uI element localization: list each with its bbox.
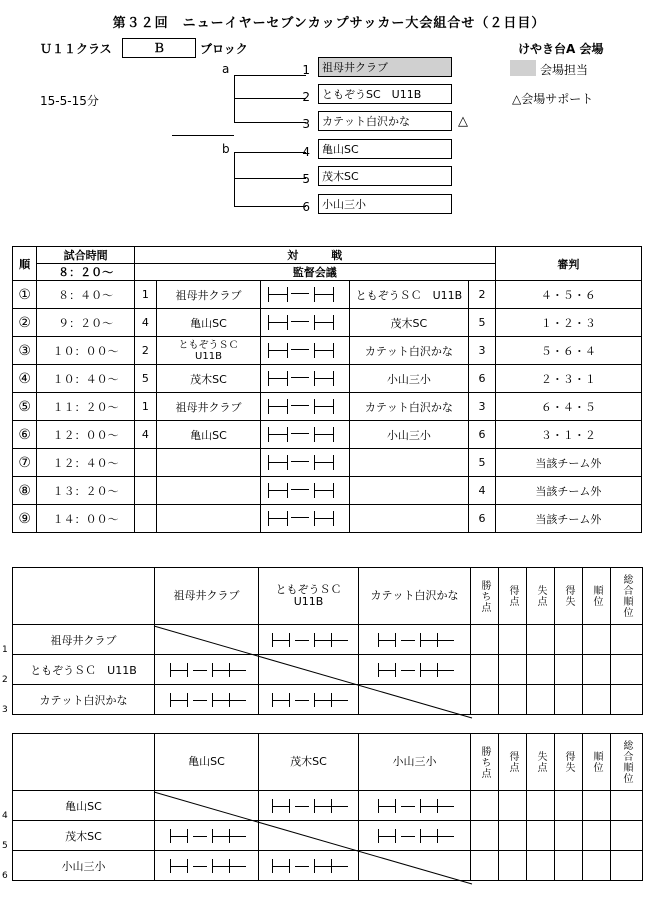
standings-header: 得失 <box>563 751 574 773</box>
team-box: ともぞうSC U11B <box>318 84 452 104</box>
result-cell <box>359 791 471 821</box>
league-row <box>13 685 643 715</box>
schedule-table <box>12 246 642 533</box>
schedule-row <box>13 449 642 477</box>
team-number: 3 <box>302 117 310 131</box>
league-corner <box>13 734 155 791</box>
away-team-number: 5 <box>469 449 496 477</box>
away-team: カテット白沢かな <box>349 337 469 365</box>
league-corner <box>13 568 155 625</box>
match-number: ③ <box>13 337 37 365</box>
league-header-row <box>13 734 643 791</box>
home-team: 茂木SC <box>156 365 260 393</box>
league-row-number: 5 <box>2 841 8 851</box>
referee: 当該チーム外 <box>495 477 641 505</box>
league-col-team: 亀山SC <box>155 734 259 791</box>
away-team-number: 6 <box>469 365 496 393</box>
league-col-team: ともぞうＳＣ U11B <box>259 568 359 625</box>
standings-cell <box>527 821 555 851</box>
away-team <box>349 449 469 477</box>
league-table-a <box>12 567 643 715</box>
match-number: ② <box>13 309 37 337</box>
result-cell <box>259 791 359 821</box>
league-row <box>13 851 643 881</box>
bracket-line <box>172 135 234 136</box>
standings-cell <box>471 851 499 881</box>
self-cell <box>259 821 359 851</box>
score-box <box>261 421 350 449</box>
match-number: ④ <box>13 365 37 393</box>
header-referee: 審判 <box>495 247 641 281</box>
support-mark: △ <box>458 114 468 129</box>
standings-header: 得失 <box>563 585 574 607</box>
match-time: １２：４０～ <box>37 449 134 477</box>
team-number: 5 <box>302 172 310 186</box>
schedule-row <box>13 337 642 365</box>
home-team-number <box>134 477 156 505</box>
away-team-number: 3 <box>469 337 496 365</box>
self-cell <box>259 655 359 685</box>
standings-cell <box>527 851 555 881</box>
result-cell <box>259 851 359 881</box>
league-col-team: 祖母井クラブ <box>155 568 259 625</box>
standings-cell <box>471 625 499 655</box>
match-format: 15-5-15分 <box>40 94 99 108</box>
referee: １・２・３ <box>495 309 641 337</box>
match-number: ⑨ <box>13 505 37 533</box>
host-legend-swatch <box>510 60 536 76</box>
home-team <box>156 505 260 533</box>
score-box <box>261 505 350 533</box>
away-team-number: 5 <box>469 309 496 337</box>
match-time: １２：００～ <box>37 421 134 449</box>
match-time: １１：２０～ <box>37 393 134 421</box>
score-box <box>261 393 350 421</box>
standings-cell <box>527 685 555 715</box>
home-team-number: 2 <box>134 337 156 365</box>
league-row-team: 祖母井クラブ <box>13 625 155 655</box>
standings-header: 総合順位 <box>621 740 632 784</box>
league-row-number: 3 <box>2 705 8 715</box>
referee: ６・４・５ <box>495 393 641 421</box>
page-title: 第３２回 ニューイヤーセブンカップサッカー大会組合せ（２日目） <box>112 16 546 31</box>
league-row-team: 小山三小 <box>13 851 155 881</box>
team-number: 6 <box>302 200 310 214</box>
away-team: ともぞうＳＣ U11B <box>349 281 469 309</box>
score-box <box>261 337 350 365</box>
home-team-number: 1 <box>134 393 156 421</box>
standings-header: 総合順位 <box>621 574 632 618</box>
standings-header: 失点 <box>535 585 546 607</box>
match-number: ① <box>13 281 37 309</box>
venue-label: けやき台A 会場 <box>518 42 604 56</box>
standings-cell <box>583 851 611 881</box>
standings-cell <box>471 821 499 851</box>
standings-cell <box>471 685 499 715</box>
referee: ４・５・６ <box>495 281 641 309</box>
match-number: ⑥ <box>13 421 37 449</box>
block-label: ブロック <box>200 42 248 56</box>
home-team-number: 4 <box>134 421 156 449</box>
team-number: 2 <box>302 90 310 104</box>
standings-cell <box>555 851 583 881</box>
home-team-number: 1 <box>134 281 156 309</box>
league-row-team: カテット白沢かな <box>13 685 155 715</box>
league-table-b <box>12 733 643 881</box>
result-cell <box>155 821 259 851</box>
away-team: 茂木SC <box>349 309 469 337</box>
home-team-number: 5 <box>134 365 156 393</box>
self-cell <box>155 625 259 655</box>
support-legend-label: △会場サポート <box>512 92 594 106</box>
group-b-label: b <box>222 142 230 156</box>
standings-cell <box>555 655 583 685</box>
standings-cell <box>583 655 611 685</box>
score-box <box>261 281 350 309</box>
home-team: ともぞうＳＣ U11B <box>156 337 260 365</box>
header-time: 試合時間 <box>37 247 134 264</box>
header-order: 順 <box>13 247 37 281</box>
standings-cell <box>499 791 527 821</box>
score-box <box>261 477 350 505</box>
away-team: 小山三小 <box>349 421 469 449</box>
league-row-number: 6 <box>2 871 8 881</box>
schedule-row <box>13 393 642 421</box>
group-a-label: a <box>222 62 230 76</box>
away-team-number: 6 <box>469 421 496 449</box>
standings-header: 勝ち点 <box>479 579 490 613</box>
standings-header: 得点 <box>507 751 518 773</box>
referee: ２・３・１ <box>495 365 641 393</box>
away-team-number: 6 <box>469 505 496 533</box>
result-cell <box>259 625 359 655</box>
match-number: ⑧ <box>13 477 37 505</box>
schedule-row <box>13 505 642 533</box>
standings-cell <box>611 655 643 685</box>
bracket-line <box>234 75 235 123</box>
header-match: 対 戦 <box>134 247 495 264</box>
league-col-team: カテット白沢かな <box>359 568 471 625</box>
standings-cell <box>583 791 611 821</box>
schedule-row <box>13 421 642 449</box>
standings-header: 順位 <box>591 751 602 773</box>
league-row-number: 1 <box>2 645 8 655</box>
score-box <box>261 309 350 337</box>
standings-cell <box>499 625 527 655</box>
league-col-team: 小山三小 <box>359 734 471 791</box>
block-letter: Ｂ <box>122 38 196 58</box>
score-box <box>261 449 350 477</box>
home-team <box>156 477 260 505</box>
match-time: １０：４０～ <box>37 365 134 393</box>
referee: 当該チーム外 <box>495 505 641 533</box>
league-row-number: 2 <box>2 675 8 685</box>
standings-header: 得点 <box>507 585 518 607</box>
standings-cell <box>527 791 555 821</box>
match-time: １０：００～ <box>37 337 134 365</box>
league-row <box>13 821 643 851</box>
home-team: 亀山SC <box>156 309 260 337</box>
self-cell <box>359 685 471 715</box>
standings-cell <box>611 851 643 881</box>
referee: ３・１・２ <box>495 421 641 449</box>
referee: 当該チーム外 <box>495 449 641 477</box>
result-cell <box>155 655 259 685</box>
result-cell <box>359 821 471 851</box>
home-team-number <box>134 449 156 477</box>
standings-cell <box>471 655 499 685</box>
standings-cell <box>527 625 555 655</box>
standings-cell <box>555 791 583 821</box>
schedule-row <box>13 477 642 505</box>
league-row-team: ともぞうＳＣ U11B <box>13 655 155 685</box>
home-team: 祖母井クラブ <box>156 393 260 421</box>
referee: ５・６・４ <box>495 337 641 365</box>
league-row <box>13 655 643 685</box>
match-number: ⑤ <box>13 393 37 421</box>
home-team <box>156 449 260 477</box>
away-team-number: 3 <box>469 393 496 421</box>
league-header-row <box>13 568 643 625</box>
away-team-number: 2 <box>469 281 496 309</box>
match-time: １３：２０～ <box>37 477 134 505</box>
league-row-team: 茂木SC <box>13 821 155 851</box>
meeting-time: ８：２０～ <box>37 264 134 281</box>
team-box: 祖母井クラブ <box>318 57 452 77</box>
away-team <box>349 505 469 533</box>
away-team: 小山三小 <box>349 365 469 393</box>
team-box: カテット白沢かな <box>318 111 452 131</box>
standings-cell <box>583 625 611 655</box>
bracket-line <box>234 152 235 206</box>
standings-cell <box>611 821 643 851</box>
home-team-number: 4 <box>134 309 156 337</box>
standings-cell <box>499 821 527 851</box>
team-box: 小山三小 <box>318 194 452 214</box>
standings-header: 失点 <box>535 751 546 773</box>
standings-cell <box>611 625 643 655</box>
league-row-team: 亀山SC <box>13 791 155 821</box>
header-meeting: 監督会議 <box>134 264 495 281</box>
away-team <box>349 477 469 505</box>
league-row-number: 4 <box>2 811 8 821</box>
standings-cell <box>583 821 611 851</box>
standings-cell <box>527 655 555 685</box>
class-label: Ｕ１１クラス <box>40 42 112 56</box>
self-cell <box>155 791 259 821</box>
standings-cell <box>471 791 499 821</box>
match-time: ８：４０～ <box>37 281 134 309</box>
standings-cell <box>583 685 611 715</box>
league-row <box>13 625 643 655</box>
league-row <box>13 791 643 821</box>
result-cell <box>155 685 259 715</box>
home-team: 祖母井クラブ <box>156 281 260 309</box>
standings-cell <box>555 625 583 655</box>
team-number: 4 <box>302 145 310 159</box>
schedule-row <box>13 281 642 309</box>
standings-cell <box>499 655 527 685</box>
match-number: ⑦ <box>13 449 37 477</box>
league-col-team: 茂木SC <box>259 734 359 791</box>
standings-header: 勝ち点 <box>479 745 490 779</box>
team-box: 茂木SC <box>318 166 452 186</box>
result-cell <box>359 655 471 685</box>
match-time: ９：２０～ <box>37 309 134 337</box>
away-team-number: 4 <box>469 477 496 505</box>
standings-header: 順位 <box>591 585 602 607</box>
home-team: 亀山SC <box>156 421 260 449</box>
host-legend-label: 会場担当 <box>540 63 589 77</box>
score-box <box>261 365 350 393</box>
home-team-number <box>134 505 156 533</box>
standings-cell <box>611 685 643 715</box>
team-box: 亀山SC <box>318 139 452 159</box>
self-cell <box>359 851 471 881</box>
schedule-row <box>13 309 642 337</box>
standings-cell <box>499 685 527 715</box>
match-time: １４：００～ <box>37 505 134 533</box>
result-cell <box>359 625 471 655</box>
standings-cell <box>555 821 583 851</box>
schedule-row <box>13 365 642 393</box>
standings-cell <box>499 851 527 881</box>
standings-cell <box>555 685 583 715</box>
result-cell <box>155 851 259 881</box>
result-cell <box>259 685 359 715</box>
team-number: 1 <box>302 63 310 77</box>
away-team: カテット白沢かな <box>349 393 469 421</box>
standings-cell <box>611 791 643 821</box>
